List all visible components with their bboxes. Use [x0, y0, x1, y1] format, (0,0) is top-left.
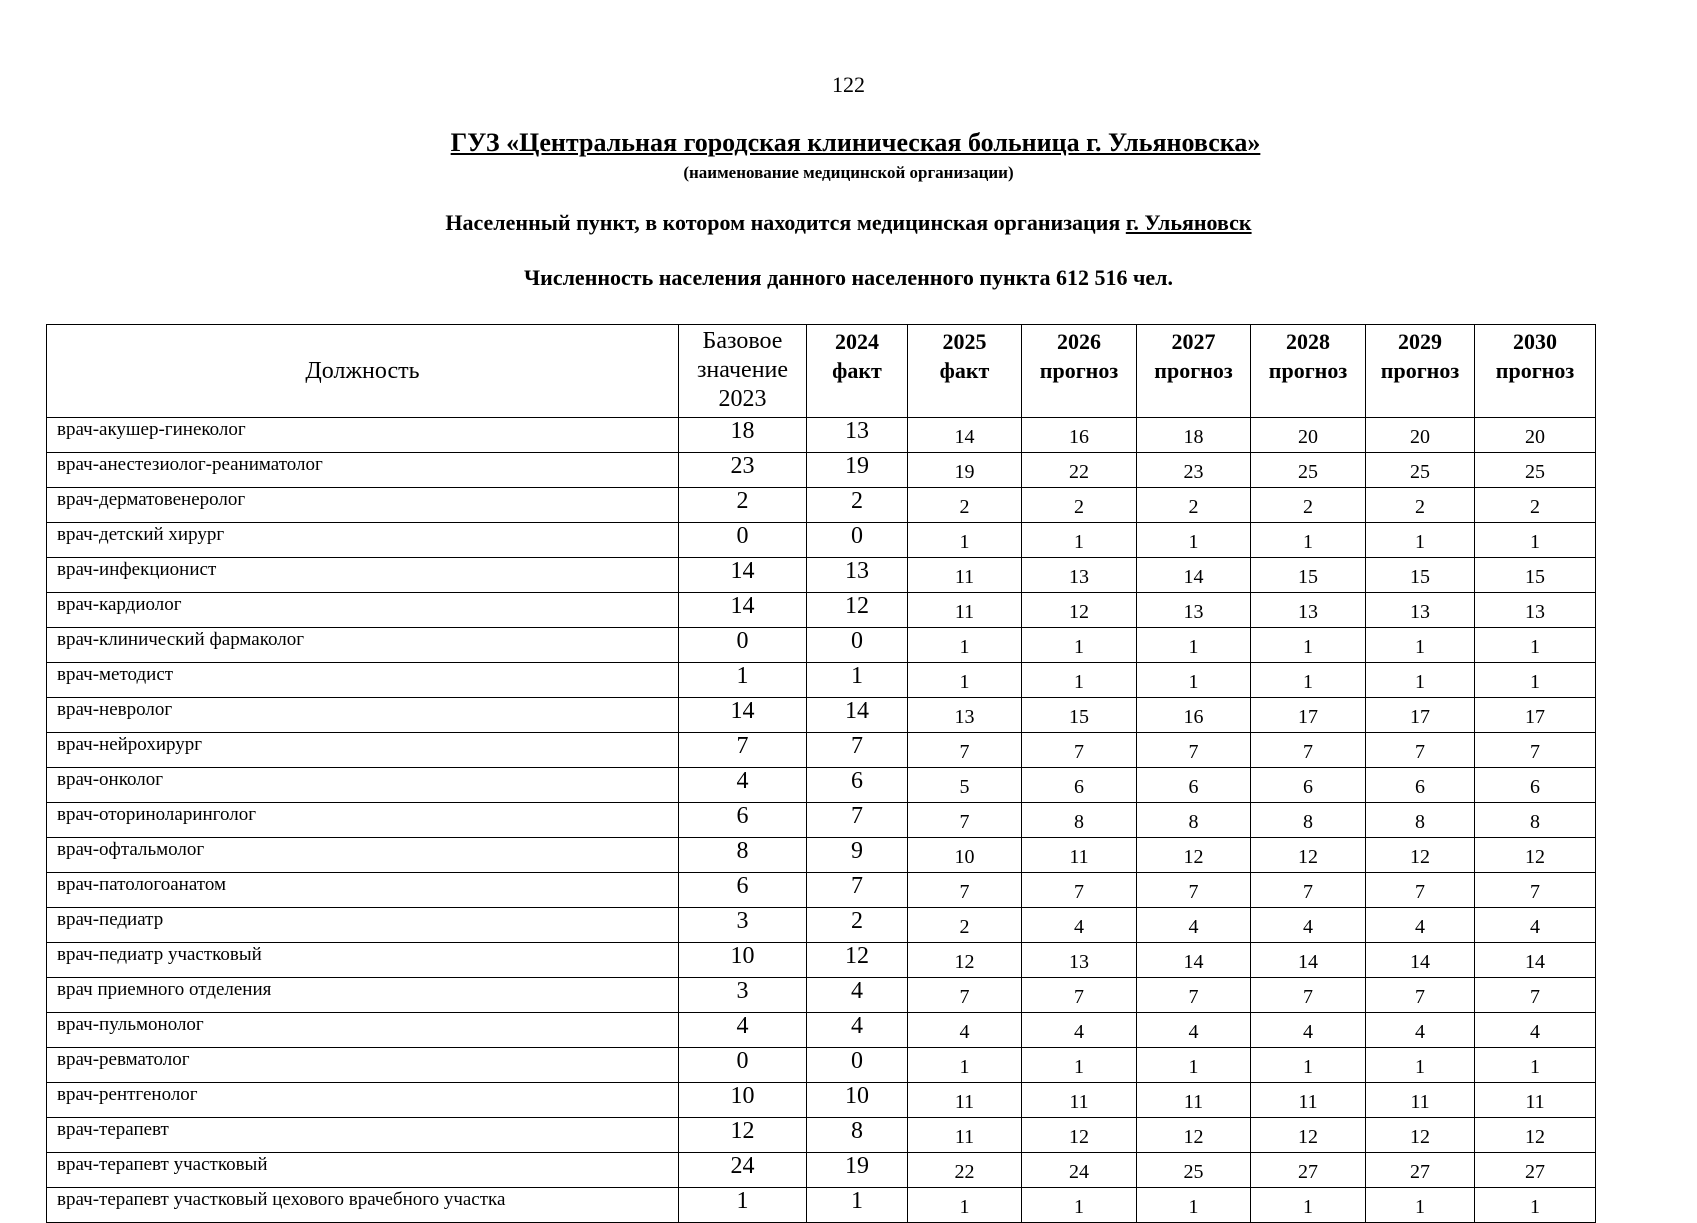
- value-cell: 8: [1022, 803, 1137, 838]
- value-cell: 22: [908, 1153, 1022, 1188]
- position-cell: врач-невролог: [47, 698, 679, 733]
- header-year: 2026: [1057, 329, 1101, 354]
- value-cell: 13: [1366, 593, 1475, 628]
- table-row: [47, 663, 1596, 698]
- value-cell: 6: [1137, 768, 1251, 803]
- value-cell: 6: [1022, 768, 1137, 803]
- header-base-line-1: Базовое: [702, 328, 783, 354]
- value-cell: 10: [908, 838, 1022, 873]
- position-cell: врач-инфекционист: [47, 558, 679, 593]
- value-cell: 1: [908, 1048, 1022, 1083]
- table-row: [47, 558, 1596, 593]
- value-cell: 13: [1475, 593, 1596, 628]
- value-cell: 6: [679, 803, 807, 838]
- value-cell: 13: [908, 698, 1022, 733]
- value-cell: 1: [807, 1188, 908, 1223]
- value-cell: 13: [1137, 593, 1251, 628]
- value-cell: 17: [1251, 698, 1366, 733]
- value-cell: 14: [807, 698, 908, 733]
- value-cell: 12: [807, 943, 908, 978]
- position-cell: врач-ревматолог: [47, 1048, 679, 1083]
- value-cell: 1: [1022, 523, 1137, 558]
- value-cell: 7: [908, 873, 1022, 908]
- value-cell: 7: [1366, 873, 1475, 908]
- value-cell: 14: [908, 418, 1022, 453]
- value-cell: 8: [1366, 803, 1475, 838]
- value-cell: 5: [908, 768, 1022, 803]
- table-row: [47, 768, 1596, 803]
- value-cell: 7: [908, 803, 1022, 838]
- value-cell: 24: [679, 1153, 807, 1188]
- header-year: 2024: [835, 329, 879, 354]
- table-row: [47, 838, 1596, 873]
- table-row: [47, 803, 1596, 838]
- value-cell: 14: [1137, 558, 1251, 593]
- value-cell: 4: [1366, 1013, 1475, 1048]
- staffing-table: [46, 324, 1596, 1223]
- value-cell: 0: [679, 1048, 807, 1083]
- value-cell: 4: [1137, 1013, 1251, 1048]
- value-cell: 11: [1137, 1083, 1251, 1118]
- value-cell: 11: [1022, 1083, 1137, 1118]
- value-cell: 25: [1137, 1153, 1251, 1188]
- value-cell: 7: [807, 733, 908, 768]
- value-cell: 7: [1475, 978, 1596, 1013]
- position-cell: врач-терапевт: [47, 1118, 679, 1153]
- value-cell: 4: [1366, 908, 1475, 943]
- value-cell: 4: [679, 1013, 807, 1048]
- header-year: 2028: [1286, 329, 1330, 354]
- value-cell: 12: [807, 593, 908, 628]
- value-cell: 1: [908, 1188, 1022, 1223]
- value-cell: 8: [807, 1118, 908, 1153]
- value-cell: 13: [1022, 943, 1137, 978]
- position-cell: врач-терапевт участковый: [47, 1153, 679, 1188]
- header-year-2024: [807, 325, 908, 418]
- value-cell: 12: [1366, 838, 1475, 873]
- position-cell: врач-дерматовенеролог: [47, 488, 679, 523]
- header-year: 2029: [1398, 329, 1442, 354]
- value-cell: 2: [1366, 488, 1475, 523]
- value-cell: 14: [679, 558, 807, 593]
- value-cell: 6: [679, 873, 807, 908]
- value-cell: 4: [807, 978, 908, 1013]
- position-cell: врач-патологоанатом: [47, 873, 679, 908]
- value-cell: 17: [1366, 698, 1475, 733]
- value-cell: 18: [679, 418, 807, 453]
- value-cell: 1: [1475, 523, 1596, 558]
- locality-label: Населенный пункт, в котором находится медицинская организация: [445, 210, 1121, 235]
- value-cell: 12: [1475, 838, 1596, 873]
- value-cell: 12: [1251, 838, 1366, 873]
- position-cell: врач приемного отделения: [47, 978, 679, 1013]
- value-cell: 4: [679, 768, 807, 803]
- value-cell: 13: [1251, 593, 1366, 628]
- value-cell: 18: [1137, 418, 1251, 453]
- value-cell: 1: [1251, 1188, 1366, 1223]
- value-cell: 6: [1366, 768, 1475, 803]
- value-cell: 19: [908, 453, 1022, 488]
- value-cell: 1: [1366, 1188, 1475, 1223]
- value-cell: 4: [1251, 1013, 1366, 1048]
- value-cell: 7: [1137, 873, 1251, 908]
- position-cell: врач-детский хирург: [47, 523, 679, 558]
- value-cell: 12: [1475, 1118, 1596, 1153]
- value-cell: 1: [1251, 1048, 1366, 1083]
- value-cell: 8: [679, 838, 807, 873]
- position-cell: врач-акушер-гинеколог: [47, 418, 679, 453]
- value-cell: 1: [1022, 1048, 1137, 1083]
- header-position: Должность: [47, 325, 679, 418]
- table-row: [47, 1048, 1596, 1083]
- locality-line: [0, 210, 1697, 236]
- value-cell: 7: [1475, 873, 1596, 908]
- value-cell: 20: [1475, 418, 1596, 453]
- table-row: [47, 488, 1596, 523]
- organization-title: [0, 128, 1697, 158]
- value-cell: 10: [679, 1083, 807, 1118]
- value-cell: 16: [1022, 418, 1137, 453]
- value-cell: 7: [908, 733, 1022, 768]
- value-cell: 24: [1022, 1153, 1137, 1188]
- value-cell: 13: [807, 418, 908, 453]
- value-cell: 27: [1366, 1153, 1475, 1188]
- table-row: [47, 698, 1596, 733]
- value-cell: 4: [1475, 908, 1596, 943]
- header-year-2028: [1251, 325, 1366, 418]
- table-row: [47, 418, 1596, 453]
- table-body: [47, 418, 1596, 1223]
- value-cell: 0: [679, 628, 807, 663]
- value-cell: 12: [1022, 1118, 1137, 1153]
- value-cell: 2: [807, 908, 908, 943]
- header-base-line-2: значение: [696, 357, 789, 383]
- value-cell: 15: [1475, 558, 1596, 593]
- value-cell: 12: [1137, 838, 1251, 873]
- organization-name: ГУЗ «Центральная городская клиническая больница г. Ульяновска»: [450, 128, 1261, 157]
- value-cell: 4: [1022, 1013, 1137, 1048]
- value-cell: 1: [1022, 1188, 1137, 1223]
- position-cell: врач-терапевт участковый цехового врачебного участка: [47, 1188, 679, 1223]
- value-cell: 7: [1251, 978, 1366, 1013]
- value-cell: 14: [1366, 943, 1475, 978]
- position-cell: врач-рентгенолог: [47, 1083, 679, 1118]
- value-cell: 7: [1022, 978, 1137, 1013]
- value-cell: 1: [807, 663, 908, 698]
- table-row: [47, 593, 1596, 628]
- value-cell: 7: [1366, 733, 1475, 768]
- value-cell: 16: [1137, 698, 1251, 733]
- table-row: [47, 873, 1596, 908]
- position-cell: врач-анестезиолог-реаниматолог: [47, 453, 679, 488]
- value-cell: 1: [679, 1188, 807, 1223]
- value-cell: 15: [1251, 558, 1366, 593]
- value-cell: 2: [1251, 488, 1366, 523]
- value-cell: 27: [1251, 1153, 1366, 1188]
- population-line: Численность населения данного населенного пункта 612 516 чел.: [524, 265, 1173, 290]
- value-cell: 4: [908, 1013, 1022, 1048]
- header-base-line-3: 2023: [718, 386, 767, 412]
- header-kind: факт: [832, 358, 882, 383]
- value-cell: 2: [1475, 488, 1596, 523]
- value-cell: 1: [1251, 663, 1366, 698]
- value-cell: 20: [1251, 418, 1366, 453]
- value-cell: 0: [807, 1048, 908, 1083]
- value-cell: 12: [1251, 1118, 1366, 1153]
- position-cell: врач-оториноларинголог: [47, 803, 679, 838]
- value-cell: 7: [1137, 978, 1251, 1013]
- header-kind: факт: [939, 358, 990, 383]
- value-cell: 1: [908, 523, 1022, 558]
- table-row: [47, 943, 1596, 978]
- position-cell: врач-нейрохирург: [47, 733, 679, 768]
- value-cell: 7: [1251, 733, 1366, 768]
- value-cell: 11: [1475, 1083, 1596, 1118]
- value-cell: 2: [1137, 488, 1251, 523]
- position-cell: врач-офтальмолог: [47, 838, 679, 873]
- value-cell: 1: [908, 628, 1022, 663]
- value-cell: 6: [807, 768, 908, 803]
- value-cell: 1: [1137, 1048, 1251, 1083]
- page-number: 122: [832, 72, 865, 97]
- value-cell: 8: [1251, 803, 1366, 838]
- table-row: [47, 908, 1596, 943]
- organization-note: (наименование медицинской организации): [683, 163, 1014, 182]
- header-year-2030: [1475, 325, 1596, 418]
- value-cell: 20: [1366, 418, 1475, 453]
- value-cell: 14: [679, 593, 807, 628]
- value-cell: 1: [1475, 1048, 1596, 1083]
- value-cell: 1: [1366, 663, 1475, 698]
- value-cell: 15: [1366, 558, 1475, 593]
- position-cell: врач-педиатр: [47, 908, 679, 943]
- value-cell: 7: [807, 873, 908, 908]
- value-cell: 8: [1475, 803, 1596, 838]
- value-cell: 7: [908, 978, 1022, 1013]
- value-cell: 27: [1475, 1153, 1596, 1188]
- value-cell: 14: [1137, 943, 1251, 978]
- value-cell: 12: [1137, 1118, 1251, 1153]
- header-year-2027: [1137, 325, 1251, 418]
- value-cell: 23: [1137, 453, 1251, 488]
- value-cell: 6: [1251, 768, 1366, 803]
- value-cell: 10: [679, 943, 807, 978]
- value-cell: 14: [1251, 943, 1366, 978]
- value-cell: 2: [908, 908, 1022, 943]
- position-cell: врач-методист: [47, 663, 679, 698]
- value-cell: 13: [1022, 558, 1137, 593]
- value-cell: 1: [1366, 1048, 1475, 1083]
- value-cell: 7: [1022, 873, 1137, 908]
- header-kind: прогноз: [1495, 358, 1575, 383]
- value-cell: 7: [1022, 733, 1137, 768]
- value-cell: 7: [1137, 733, 1251, 768]
- header-year-2029: [1366, 325, 1475, 418]
- header-kind: прогноз: [1380, 358, 1460, 383]
- value-cell: 1: [1137, 523, 1251, 558]
- value-cell: 1: [1022, 663, 1137, 698]
- header-year-2026: [1022, 325, 1137, 418]
- value-cell: 0: [807, 628, 908, 663]
- value-cell: 10: [807, 1083, 908, 1118]
- value-cell: 4: [1251, 908, 1366, 943]
- table-header-row: [47, 325, 1596, 418]
- value-cell: 3: [679, 908, 807, 943]
- value-cell: 7: [679, 733, 807, 768]
- value-cell: 2: [1022, 488, 1137, 523]
- value-cell: 1: [1251, 628, 1366, 663]
- table-row: [47, 1153, 1596, 1188]
- value-cell: 12: [1022, 593, 1137, 628]
- value-cell: 11: [1251, 1083, 1366, 1118]
- table-row: [47, 733, 1596, 768]
- locality-name: г. Ульяновск: [1125, 210, 1252, 235]
- position-cell: врач-онколог: [47, 768, 679, 803]
- position-cell: врач-кардиолог: [47, 593, 679, 628]
- value-cell: 7: [1475, 733, 1596, 768]
- value-cell: 12: [908, 943, 1022, 978]
- value-cell: 1: [1366, 628, 1475, 663]
- value-cell: 8: [1137, 803, 1251, 838]
- value-cell: 13: [807, 558, 908, 593]
- value-cell: 1: [1137, 1188, 1251, 1223]
- table-row: [47, 523, 1596, 558]
- value-cell: 6: [1475, 768, 1596, 803]
- header-kind: прогноз: [1039, 358, 1119, 383]
- header-year: 2030: [1513, 329, 1557, 354]
- value-cell: 11: [1022, 838, 1137, 873]
- value-cell: 2: [908, 488, 1022, 523]
- value-cell: 1: [1022, 628, 1137, 663]
- value-cell: 1: [1475, 1188, 1596, 1223]
- value-cell: 2: [807, 488, 908, 523]
- value-cell: 11: [908, 1083, 1022, 1118]
- value-cell: 14: [1475, 943, 1596, 978]
- table-row: [47, 1013, 1596, 1048]
- value-cell: 7: [807, 803, 908, 838]
- value-cell: 25: [1366, 453, 1475, 488]
- header-year: 2025: [942, 329, 987, 354]
- value-cell: 15: [1022, 698, 1137, 733]
- position-cell: врач-пульмонолог: [47, 1013, 679, 1048]
- value-cell: 25: [1475, 453, 1596, 488]
- table-row: [47, 1083, 1596, 1118]
- value-cell: 1: [1137, 628, 1251, 663]
- table-row: [47, 1118, 1596, 1153]
- value-cell: 0: [679, 523, 807, 558]
- value-cell: 4: [1022, 908, 1137, 943]
- value-cell: 11: [908, 1118, 1022, 1153]
- value-cell: 3: [679, 978, 807, 1013]
- value-cell: 4: [807, 1013, 908, 1048]
- value-cell: 2: [679, 488, 807, 523]
- header-year: 2027: [1171, 329, 1216, 354]
- value-cell: 4: [1475, 1013, 1596, 1048]
- value-cell: 23: [679, 453, 807, 488]
- value-cell: 1: [1366, 523, 1475, 558]
- value-cell: 17: [1475, 698, 1596, 733]
- value-cell: 1: [1251, 523, 1366, 558]
- table-row: [47, 453, 1596, 488]
- table-row: [47, 978, 1596, 1013]
- value-cell: 0: [807, 523, 908, 558]
- value-cell: 12: [679, 1118, 807, 1153]
- value-cell: 1: [908, 663, 1022, 698]
- value-cell: 9: [807, 838, 908, 873]
- header-base-value: [679, 325, 807, 418]
- value-cell: 19: [807, 1153, 908, 1188]
- table-row: [47, 1188, 1596, 1223]
- value-cell: 19: [807, 453, 908, 488]
- value-cell: 25: [1251, 453, 1366, 488]
- value-cell: 11: [908, 558, 1022, 593]
- position-cell: врач-педиатр участковый: [47, 943, 679, 978]
- position-cell: врач-клинический фармаколог: [47, 628, 679, 663]
- value-cell: 1: [679, 663, 807, 698]
- header-kind: прогноз: [1154, 358, 1233, 383]
- value-cell: 11: [908, 593, 1022, 628]
- value-cell: 14: [679, 698, 807, 733]
- value-cell: 1: [1475, 628, 1596, 663]
- value-cell: 12: [1366, 1118, 1475, 1153]
- table-row: [47, 628, 1596, 663]
- value-cell: 1: [1475, 663, 1596, 698]
- header-year-2025: [908, 325, 1022, 418]
- value-cell: 1: [1137, 663, 1251, 698]
- value-cell: 11: [1366, 1083, 1475, 1118]
- value-cell: 22: [1022, 453, 1137, 488]
- value-cell: 4: [1137, 908, 1251, 943]
- header-kind: прогноз: [1268, 358, 1348, 383]
- value-cell: 7: [1251, 873, 1366, 908]
- value-cell: 7: [1366, 978, 1475, 1013]
